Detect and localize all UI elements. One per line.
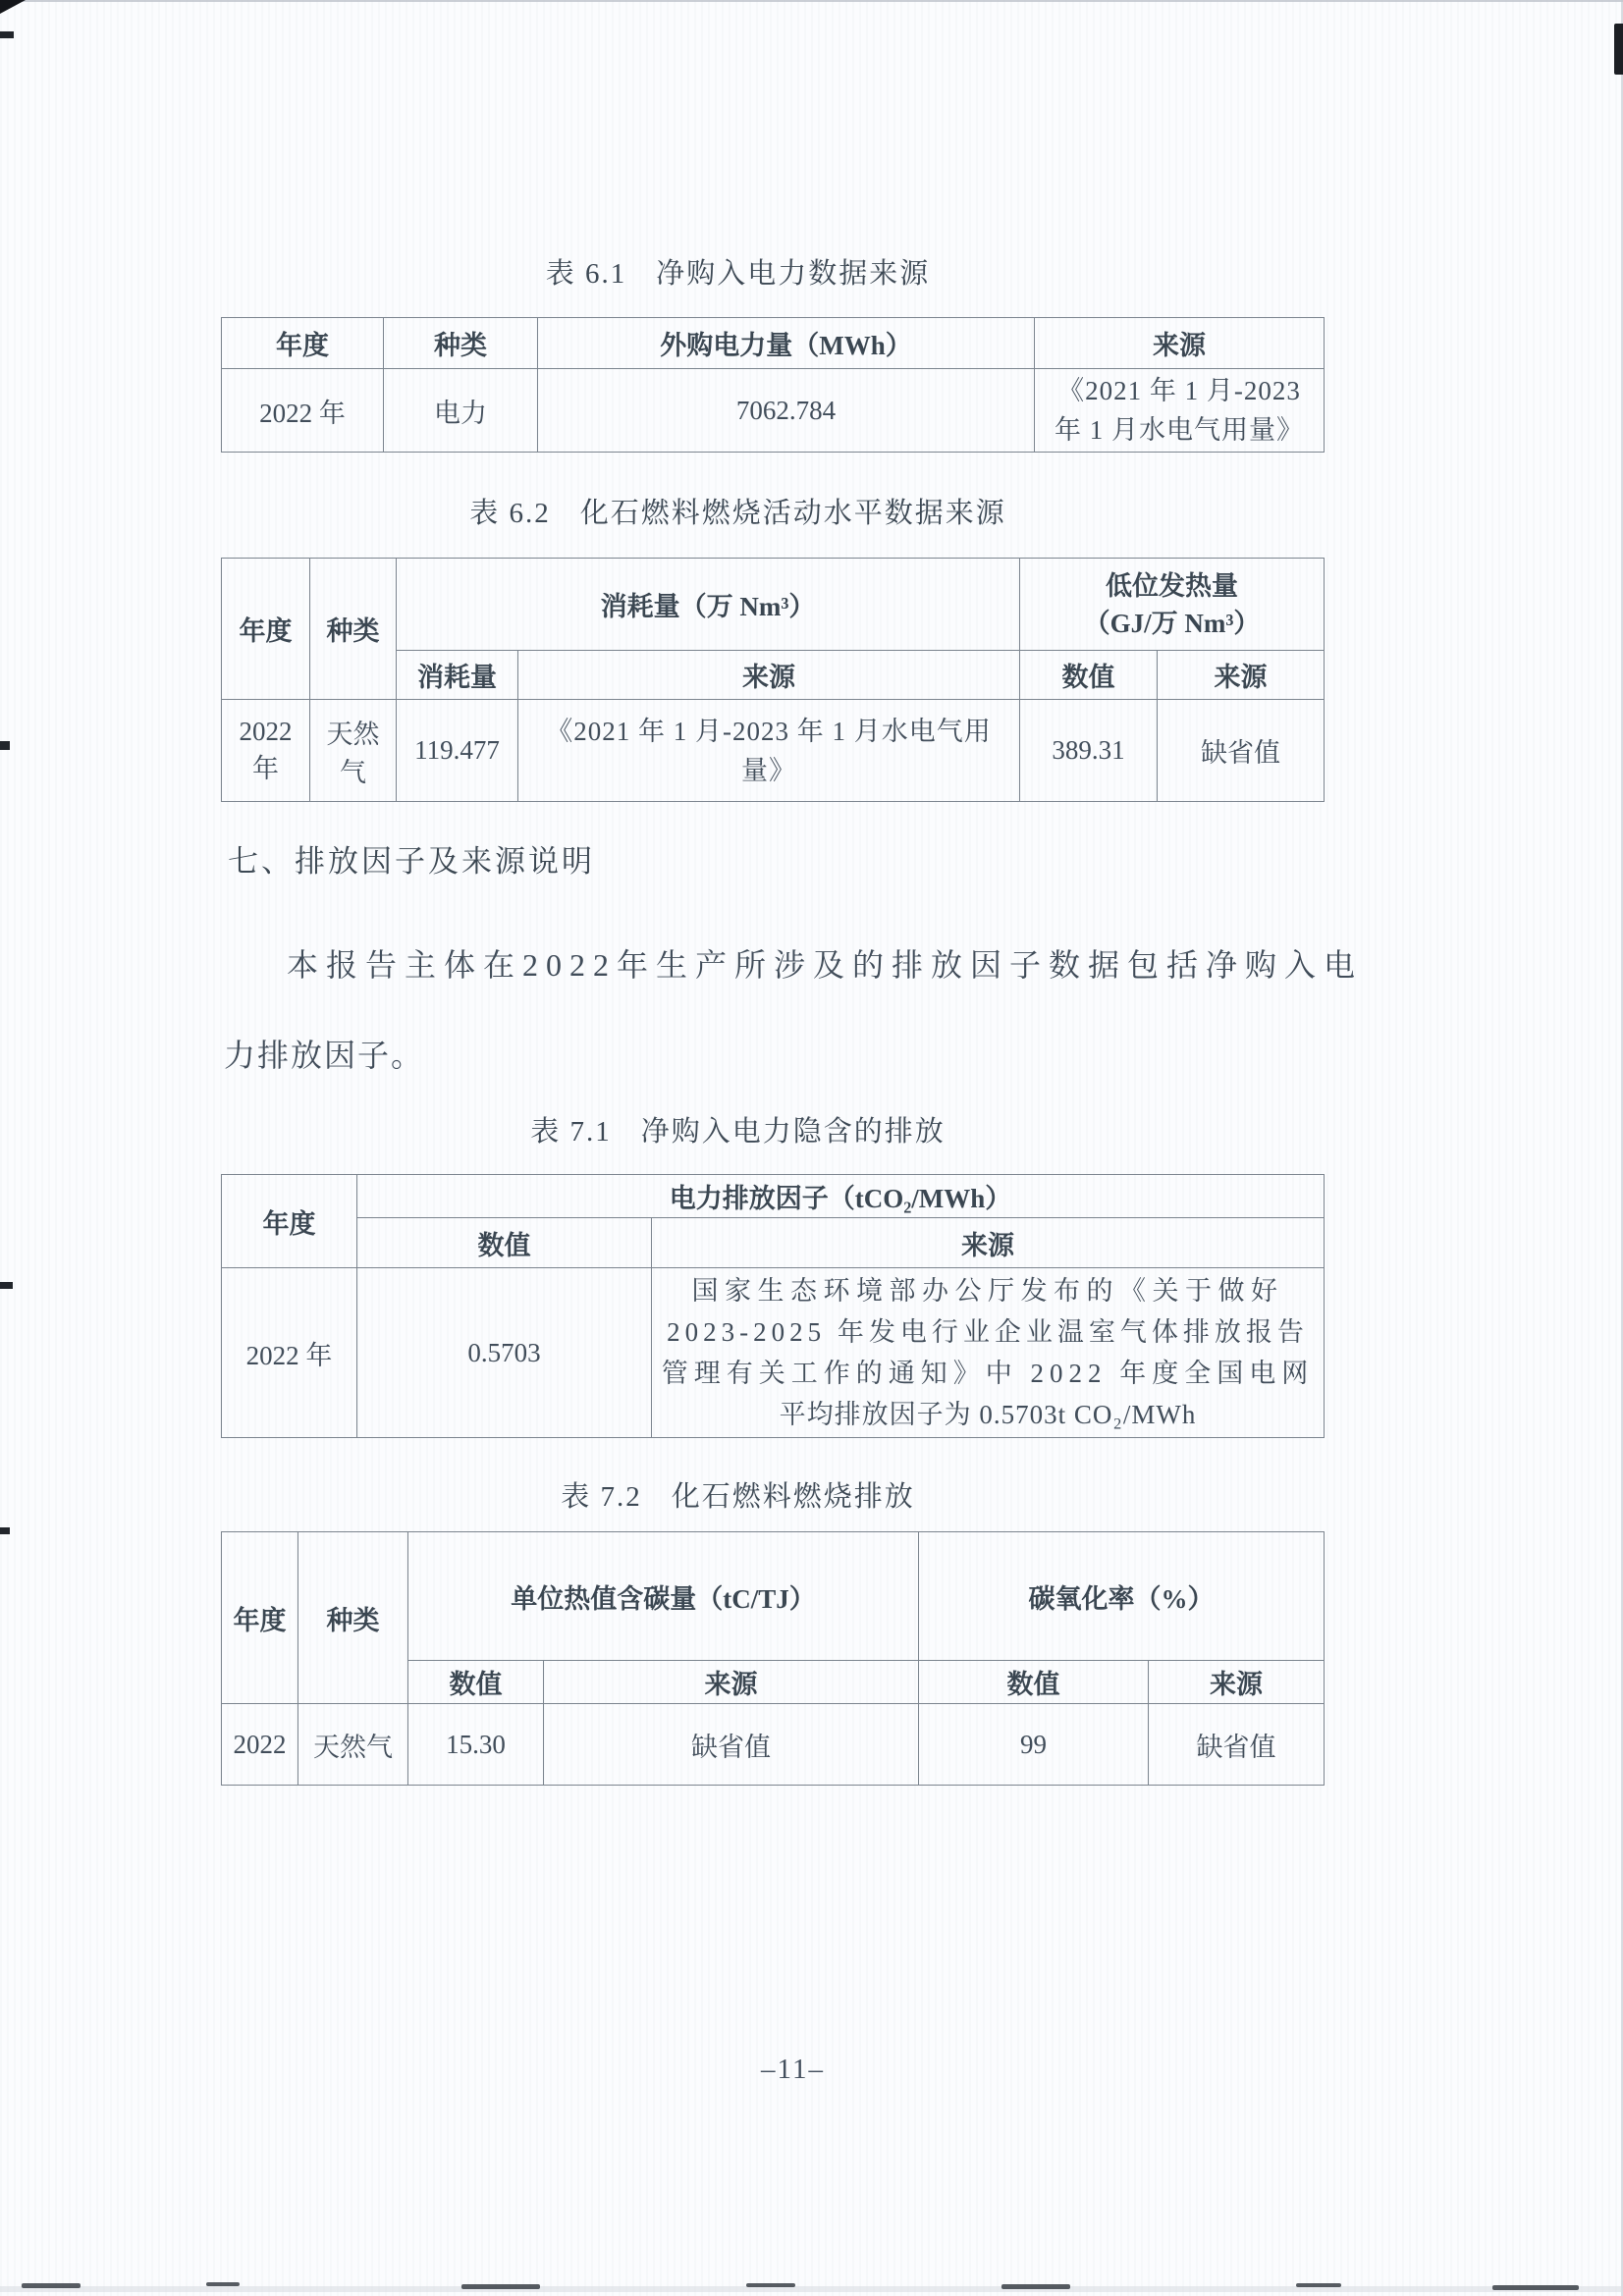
table-header-cell: 年度 bbox=[222, 318, 384, 369]
section-heading: 七、排放因子及来源说明 bbox=[228, 844, 595, 879]
header-line: 低位发热量 bbox=[1106, 570, 1238, 601]
page-number: –11– bbox=[761, 2054, 825, 2085]
table-cell: 389.31 bbox=[1020, 700, 1158, 802]
header-line: （GJ/万 Nm³） bbox=[1083, 608, 1261, 638]
table-7-1-name: 净购入电力隐含的排放 bbox=[640, 1116, 946, 1148]
table-header-cell bbox=[1020, 559, 1325, 651]
table-cell: 缺省值 bbox=[544, 1704, 919, 1786]
scan-artifact bbox=[206, 2282, 240, 2286]
source-text-line: 2023-2025 年发电行业企业温室气体排放报告 bbox=[667, 1317, 1309, 1347]
scan-artifact bbox=[1492, 2285, 1579, 2290]
source-text-line: 管理有关工作的通知》中 2022 年度全国电网 bbox=[661, 1359, 1315, 1388]
table-cell: 15.30 bbox=[408, 1704, 544, 1786]
table-cell: 《2021 年 1 月-2023 年 1 月水电气用量》 bbox=[1035, 369, 1325, 453]
table-header-cell: 来源 bbox=[1149, 1661, 1325, 1704]
table-cell: 0.5703 bbox=[357, 1268, 652, 1438]
table-cell: 2022 年 bbox=[222, 1268, 357, 1438]
table-cell: 《2021 年 1 月-2023 年 1 月水电气用量》 bbox=[518, 700, 1020, 802]
table-row bbox=[222, 1175, 1325, 1218]
table-header-cell: 来源 bbox=[518, 651, 1020, 700]
table-6-2-title bbox=[187, 491, 1289, 531]
table-header-cell: 来源 bbox=[1158, 651, 1325, 700]
table-header-cell: 来源 bbox=[544, 1661, 919, 1704]
table-cell: 缺省值 bbox=[1158, 700, 1325, 802]
scan-artifact bbox=[0, 741, 10, 750]
scan-artifact bbox=[22, 2283, 81, 2288]
table-row bbox=[222, 1218, 1325, 1268]
scan-artifact bbox=[0, 1282, 13, 1289]
table-7-1-title bbox=[187, 1109, 1289, 1149]
table-header-cell: 种类 bbox=[384, 318, 538, 369]
table-header-cell: 来源 bbox=[1035, 318, 1325, 369]
table-cell: 7062.784 bbox=[538, 369, 1035, 453]
source-text-line: 平均排放因子为 0.5703t CO₂/MWh bbox=[779, 1400, 1197, 1429]
paragraph-line: 本报告主体在2022年生产所涉及的排放因子数据包括净购入电 bbox=[287, 947, 1364, 983]
table-cell: 119.477 bbox=[397, 700, 518, 802]
scan-artifact bbox=[461, 2284, 540, 2289]
table-6-1-label: 表 6.1 bbox=[545, 258, 627, 290]
table-7-2-title bbox=[187, 1474, 1289, 1515]
table-cell: 电力 bbox=[384, 369, 538, 453]
table-header-cell: 年度 bbox=[222, 1175, 357, 1268]
table-6-2 bbox=[221, 558, 1325, 802]
table-row bbox=[222, 559, 1325, 651]
table-7-1 bbox=[221, 1174, 1325, 1438]
scan-artifact bbox=[746, 2283, 795, 2287]
table-7-1-label: 表 7.1 bbox=[530, 1116, 612, 1148]
table-row bbox=[222, 1704, 1325, 1786]
table-header-cell: 数值 bbox=[357, 1218, 652, 1268]
table-row bbox=[222, 369, 1325, 453]
scan-artifact bbox=[1001, 2284, 1070, 2289]
table-cell: 99 bbox=[919, 1704, 1149, 1786]
table-header-cell: 年度 bbox=[222, 1532, 298, 1704]
table-6-1 bbox=[221, 317, 1325, 453]
scan-artifact bbox=[0, 0, 26, 14]
table-cell bbox=[652, 1268, 1325, 1438]
table-header-cell: 数值 bbox=[408, 1661, 544, 1704]
table-header-cell: 年度 bbox=[222, 559, 310, 700]
table-6-1-name: 净购入电力数据来源 bbox=[656, 258, 931, 290]
table-header-cell: 种类 bbox=[310, 559, 397, 700]
table-cell: 2022 年 bbox=[222, 700, 310, 802]
scan-artifact bbox=[0, 1527, 10, 1534]
table-header-cell: 消耗量 bbox=[397, 651, 518, 700]
table-6-2-name: 化石燃料燃烧活动水平数据来源 bbox=[579, 498, 1006, 529]
table-cell: 天然气 bbox=[310, 700, 397, 802]
table-header-cell: 单位热值含碳量（tC/TJ） bbox=[408, 1532, 919, 1661]
table-7-2-name: 化石燃料燃烧排放 bbox=[671, 1481, 915, 1513]
table-header-cell: 外购电力量（MWh） bbox=[538, 318, 1035, 369]
table-header-cell: 数值 bbox=[919, 1661, 1149, 1704]
table-7-2-label: 表 7.2 bbox=[561, 1481, 642, 1513]
scan-artifact bbox=[1614, 24, 1623, 75]
table-cell: 缺省值 bbox=[1149, 1704, 1325, 1786]
table-6-1-title bbox=[187, 251, 1289, 292]
table-6-2-label: 表 6.2 bbox=[469, 498, 551, 529]
table-header-cell: 消耗量（万 Nm³） bbox=[397, 559, 1020, 651]
table-cell: 天然气 bbox=[298, 1704, 408, 1786]
table-header-cell: 来源 bbox=[652, 1218, 1325, 1268]
table-header-cell: 种类 bbox=[298, 1532, 408, 1704]
table-row bbox=[222, 318, 1325, 369]
table-cell: 2022 年 bbox=[222, 369, 384, 453]
scan-artifact bbox=[0, 31, 14, 38]
paragraph-line: 力排放因子。 bbox=[224, 1038, 425, 1073]
scan-artifact bbox=[1296, 2283, 1341, 2287]
table-header-cell: 碳氧化率（%） bbox=[919, 1532, 1325, 1661]
table-7-2 bbox=[221, 1531, 1325, 1786]
table-row bbox=[222, 1532, 1325, 1661]
table-cell: 2022 bbox=[222, 1704, 298, 1786]
table-header-cell: 数值 bbox=[1020, 651, 1158, 700]
scan-artifact bbox=[0, 2286, 1623, 2292]
table-row bbox=[222, 700, 1325, 802]
table-header-cell: 电力排放因子（tCO₂/MWh） bbox=[357, 1175, 1325, 1218]
source-text-line: 国家生态环境部办公厅发布的《关于做好 bbox=[691, 1276, 1284, 1306]
scan-edge-line bbox=[0, 0, 1623, 2]
table-row bbox=[222, 1268, 1325, 1438]
